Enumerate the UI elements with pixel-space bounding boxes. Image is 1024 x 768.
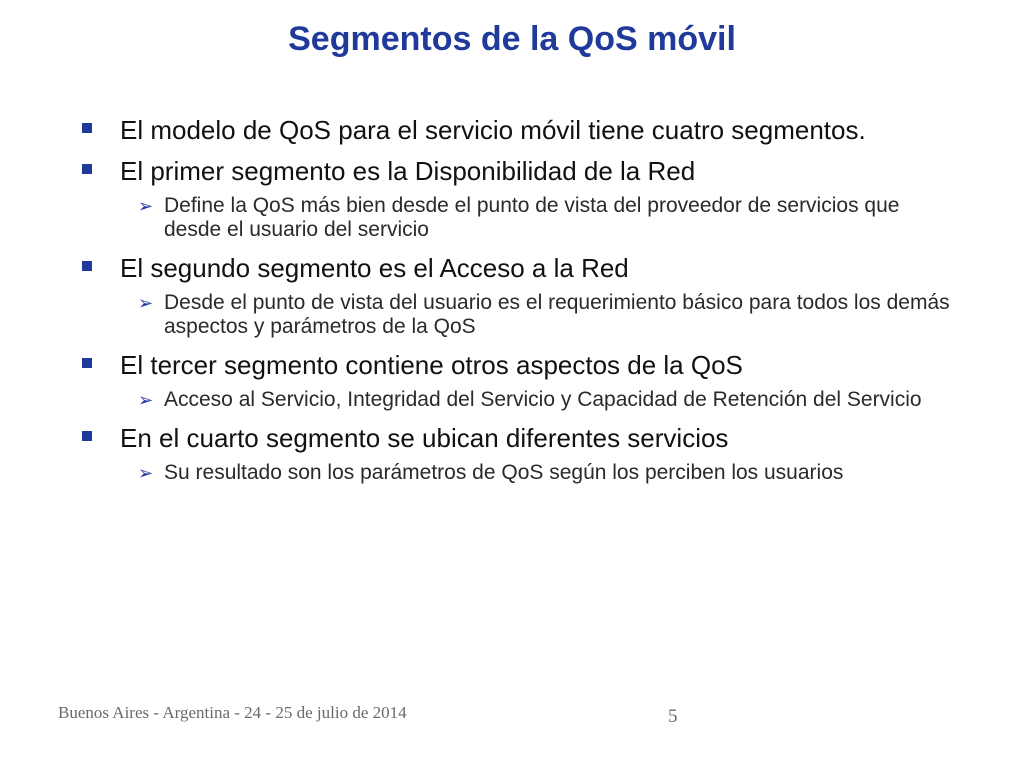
square-bullet-icon	[82, 431, 92, 441]
bullet-item-5	[82, 424, 962, 452]
sub-bullet-item-3	[138, 291, 962, 339]
arrow-bullet-icon: ➢	[138, 390, 154, 411]
bullet-item-3	[82, 254, 962, 282]
square-bullet-icon	[82, 358, 92, 368]
bullet-text: En el cuarto segmento se ubican diferentes servicios	[120, 423, 729, 453]
arrow-bullet-icon: ➢	[138, 196, 154, 217]
square-bullet-icon	[82, 261, 92, 271]
sub-bullet-item-4	[138, 388, 962, 412]
bullet-text: El primer segmento es la Disponibilidad de la Red	[120, 156, 696, 186]
sub-bullet-text: Acceso al Servicio, Integridad del Servicio y Capacidad de Retención del Servicio	[164, 388, 922, 411]
square-bullet-icon	[82, 164, 92, 174]
square-bullet-icon	[82, 123, 92, 133]
sub-bullet-text: Desde el punto de vista del usuario es el requerimiento básico para todos los demás aspectos y parámetros de la QoS	[164, 291, 950, 338]
bullet-text: El modelo de QoS para el servicio móvil tiene cuatro segmentos.	[120, 115, 866, 145]
bullet-text: El tercer segmento contiene otros aspectos de la QoS	[120, 350, 743, 380]
sub-bullet-item-2	[138, 194, 962, 242]
sub-bullet-text: Define la QoS más bien desde el punto de vista del proveedor de servicios que desde el usuario del servicio	[164, 194, 900, 241]
page-number: 5	[668, 706, 678, 727]
footer-text: Buenos Aires - Argentina - 24 - 25 de julio de 2014	[58, 703, 407, 722]
bullet-item-1	[82, 116, 962, 144]
bullet-item-4	[82, 351, 962, 379]
sub-bullet-item-5	[138, 461, 962, 485]
bullet-text: El segundo segmento es el Acceso a la Red	[120, 253, 629, 283]
slide-title: Segmentos de la QoS móvil	[288, 20, 736, 58]
arrow-bullet-icon: ➢	[138, 463, 154, 484]
arrow-bullet-icon: ➢	[138, 293, 154, 314]
bullet-list	[82, 116, 962, 497]
bullet-item-2	[82, 157, 962, 185]
sub-bullet-text: Su resultado son los parámetros de QoS según los perciben los usuarios	[164, 461, 844, 484]
